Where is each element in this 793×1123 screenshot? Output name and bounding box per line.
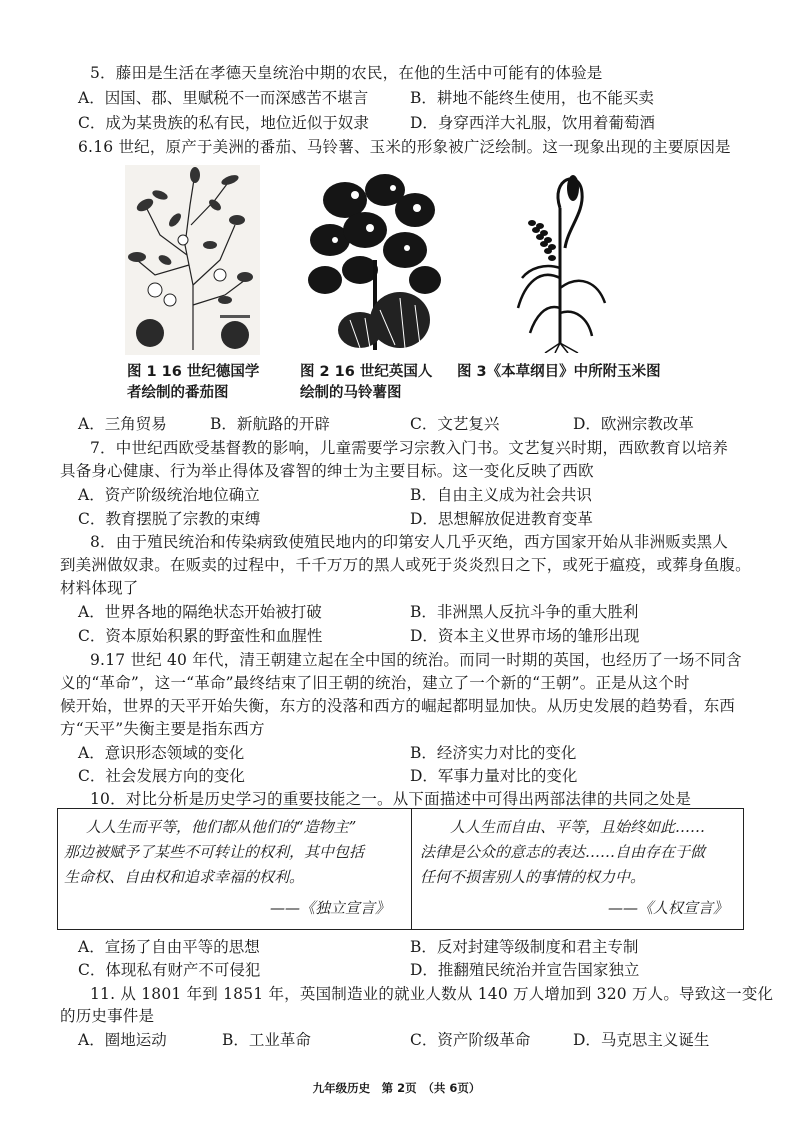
q5-option-d: D．身穿西洋大礼服，饮用着葡萄酒 [410, 114, 655, 132]
q8-option-a: A．世界各地的隔绝状态开始被打破 [78, 603, 322, 621]
q9-option-c: C．社会发展方向的变化 [78, 767, 245, 785]
q8-option-c: C．资本原始积累的野蛮性和血腥性 [78, 627, 323, 645]
independence-quote-line3: 生命权、自由权和追求幸福的权利。 [64, 868, 305, 886]
q5-option-a: A．因国、郡、里赋税不一而深感苦不堪言 [78, 89, 369, 107]
q6-option-b: B．新航路的开辟 [210, 415, 330, 433]
q9-stem-line3: 候开始，世界的天平开始失衡，东方的没落和西方的崛起都明显加快。从历史发展的趋势看，东西 [60, 697, 736, 715]
q7-option-d: D．思想解放促进教育变革 [410, 510, 593, 528]
q11-option-a: A．圈地运动 [78, 1031, 167, 1049]
rights-quote-line1: 人人生而自由、平等，且始终如此…… [450, 818, 706, 836]
q10-option-c: C．体现私有财产不可侵犯 [78, 961, 261, 979]
q5-stem: 5．藤田是生活在孝德天皇统治中期的农民，在他的生活中可能有的体验是 [90, 64, 603, 82]
figure-1-caption-line1: 图 1 16 世纪德国学 [127, 364, 260, 380]
quote-comparison-table [57, 808, 744, 930]
q7-option-a: A．资产阶级统治地位确立 [78, 486, 260, 504]
q11-option-b: B．工业革命 [222, 1031, 311, 1049]
q11-stem-line2: 的历史事件是 [60, 1007, 155, 1025]
table-divider [411, 809, 412, 929]
q9-option-d: D．军事力量对比的变化 [410, 767, 578, 785]
q11-option-c: C．资产阶级革命 [410, 1031, 531, 1049]
q10-stem: 10．对比分析是历史学习的重要技能之一。从下面描述中可得出两部法律的共同之处是 [90, 790, 692, 808]
rights-source: ——《人权宣言》 [608, 899, 729, 917]
q5-option-b: B．耕地不能终生使用，也不能买卖 [410, 89, 654, 107]
independence-quote-line1: 人人生而平等，他们都从他们的“造物主” [86, 818, 357, 836]
q8-option-d: D．资本主义世界市场的雏形出现 [410, 627, 640, 645]
q9-option-b: B．经济实力对比的变化 [410, 744, 577, 762]
q6-option-a: A．三角贸易 [78, 415, 167, 433]
figure-1-caption-line2: 者绘制的番茄图 [127, 385, 229, 401]
figure-2-caption-line2: 绘制的马铃薯图 [300, 385, 402, 401]
q8-stem-line2: 到美洲做奴隶。在贩卖的过程中，千千万万的黑人或死于炎炎烈日之下，或死于瘟疫，或葬身鱼腹。 [60, 556, 751, 574]
q7-stem-line1: 7．中世纪西欧受基督教的影响，儿童需要学习宗教入门书。文艺复兴时期，西欧教育以培养 [90, 439, 729, 457]
q11-option-d: D．马克思主义诞生 [573, 1031, 710, 1049]
q7-option-c: C．教育摆脱了宗教的束缚 [78, 510, 261, 528]
figure-corn-illustration [510, 168, 610, 353]
figure-3-caption: 图 3《本草纲目》中所附玉米图 [457, 364, 661, 380]
page-footer: 九年级历史 第 2页 （共 6页） [312, 1081, 481, 1095]
q9-option-a: A．意识形态领域的变化 [78, 744, 245, 762]
figure-potato-illustration [305, 170, 445, 355]
q10-option-d: D．推翻殖民统治并宣告国家独立 [410, 961, 640, 979]
independence-source: ——《独立宣言》 [270, 899, 391, 917]
q9-stem-line2: 义的“革命”，这一“革命”最终结束了旧王朝的统治，建立了一个新的“王朝”。正是从这个时 [60, 674, 690, 692]
figure-tomato-illustration [125, 165, 260, 355]
q8-stem-line1: 8．由于殖民统治和传染病致使殖民地内的印第安人几乎灭绝，西方国家开始从非洲贩卖黑人 [90, 533, 729, 551]
q7-option-b: B．自由主义成为社会共识 [410, 486, 592, 504]
rights-quote-line2: 法律是公众的意志的表达……自由存在于做 [420, 843, 706, 861]
q7-stem-line2: 具备身心健康、行为举止得体及睿智的绅士为主要目标。这一变化反映了西欧 [60, 462, 594, 480]
q6-option-c: C．文艺复兴 [410, 415, 500, 433]
q8-option-b: B．非洲黑人反抗斗争的重大胜利 [410, 603, 639, 621]
q6-stem: 6.16 世纪，原产于美洲的番茄、马铃薯、玉米的形象被广泛绘制。这一现象出现的主要原因是 [78, 138, 731, 156]
rights-quote-line3: 任何不损害别人的事情的权力中。 [420, 868, 646, 886]
q9-stem-line1: 9.17 世纪 40 年代，清王朝建立起在全中国的统治。而同一时期的英国，也经历了一场不同含 [90, 651, 742, 669]
q9-stem-line4: 方“天平”失衡主要是指东西方 [60, 720, 265, 738]
figure-2-caption-line1: 图 2 16 世纪英国人 [300, 364, 433, 380]
q5-option-c: C．成为某贵族的私有民，地位近似于奴隶 [78, 114, 369, 132]
independence-quote-line2: 那边被赋予了某些不可转让的权利，其中包括 [64, 843, 365, 861]
q8-stem-line3: 材料体现了 [60, 579, 139, 597]
q10-option-b: B．反对封建等级制度和君主专制 [410, 938, 639, 956]
q10-option-a: A．宣扬了自由平等的思想 [78, 938, 260, 956]
q11-stem-line1: 11. 从 1801 年到 1851 年，英国制造业的就业人数从 140 万人增加到 320 万人。导致这一变化 [90, 985, 774, 1003]
q6-option-d: D．欧洲宗教改革 [573, 415, 694, 433]
